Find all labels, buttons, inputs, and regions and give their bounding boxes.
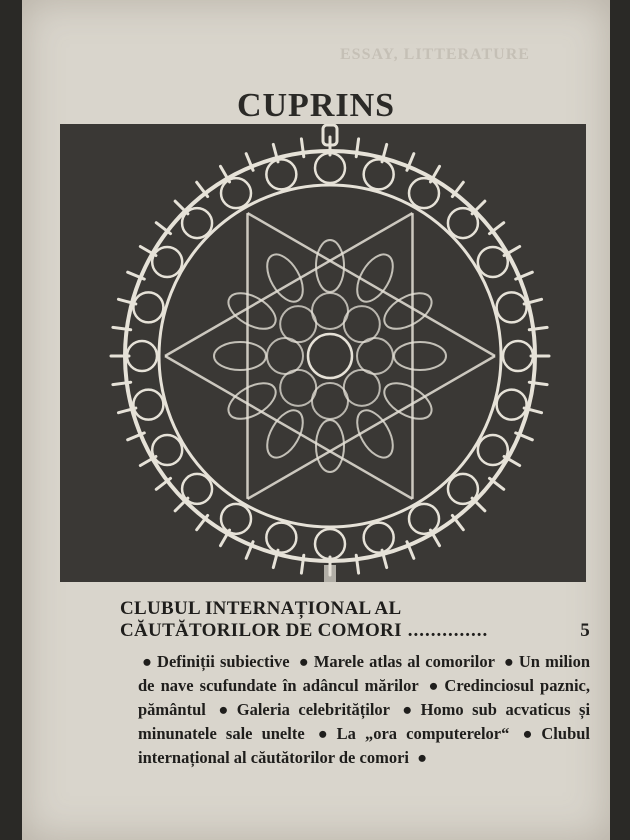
inner-ring <box>159 185 501 527</box>
bullet-icon: ● <box>317 724 333 743</box>
subtopic-item: Marele atlas al comorilor <box>313 652 495 671</box>
rim-loop <box>364 523 394 553</box>
rim-loop <box>448 474 478 504</box>
bullet-icon: ● <box>218 700 233 719</box>
rim-loop <box>409 504 439 534</box>
subtopics-list <box>120 650 590 770</box>
bullet-icon: ● <box>522 724 538 743</box>
rim-loop <box>315 529 345 559</box>
rim-loop <box>503 341 533 371</box>
bullet-icon: ● <box>503 652 515 671</box>
rim-loop <box>497 390 527 420</box>
rim-loop <box>409 178 439 208</box>
filigree-curl <box>280 306 316 342</box>
section-title-line1: CLUBUL INTERNAȚIONAL AL <box>120 598 402 619</box>
subtopic-item: Clubul internațional al căutătorilor de comori <box>138 724 591 767</box>
rim-loop <box>266 159 296 189</box>
bullet-icon: ● <box>402 700 417 719</box>
center-boss <box>308 334 352 378</box>
filigree-curl <box>280 370 316 406</box>
bullet-icon: ● <box>417 748 428 767</box>
filigree-medallion-photo <box>60 124 586 582</box>
filigree-curl <box>312 293 348 329</box>
filigree-scroll <box>214 342 266 370</box>
page-number: 5 <box>580 620 590 641</box>
rim-loop <box>364 159 394 189</box>
rim-loop <box>133 390 163 420</box>
bullet-icon: ● <box>428 676 441 695</box>
book-page <box>22 0 610 840</box>
leader-dots: .............. <box>407 620 489 641</box>
rim-loop <box>221 504 251 534</box>
rim-loop <box>182 474 212 504</box>
rim-loop <box>133 292 163 322</box>
subtopic-item: La „ora computerelor“ <box>336 724 510 743</box>
rim-loop <box>315 153 345 183</box>
section-title-line2-text: CĂUTĂTORILOR DE COMORI <box>120 620 402 641</box>
rim-loop <box>478 435 508 465</box>
filigree-scroll <box>260 249 310 308</box>
filigree-medallion-image <box>60 124 586 582</box>
filigree-curl <box>357 338 393 374</box>
subtopic-item: Homo sub acvaticus și minunatele sale unelte <box>138 700 591 743</box>
rim-loop <box>127 341 157 371</box>
filigree-scroll <box>260 404 310 463</box>
bleed-through-text-top: ESSAY, LITTERATURE <box>340 46 530 63</box>
bottom-tab <box>324 565 336 582</box>
rim-loop <box>221 178 251 208</box>
bullet-icon: ● <box>142 652 154 671</box>
filigree-scroll <box>394 342 446 370</box>
subtopic-item: Galeria celebrităților <box>236 700 390 719</box>
filigree-curl <box>312 383 348 419</box>
filigree-scroll <box>350 404 400 463</box>
rim-loop <box>182 208 212 238</box>
subtopic-item: Un milion de nave scufundate în adâncul mărilor <box>138 652 591 695</box>
filigree-curl <box>267 338 303 374</box>
filigree-curl <box>344 370 380 406</box>
rim-loop <box>266 523 296 553</box>
filigree-scroll <box>350 249 400 308</box>
rim-loop <box>152 247 182 277</box>
subtopic-item: Definiții subiective <box>157 652 290 671</box>
subtopic-item: Credinciosul paznic, pământul <box>138 676 591 719</box>
rim-loop <box>478 247 508 277</box>
toc-section <box>120 598 590 770</box>
rim-loop <box>448 208 478 238</box>
section-title-line2 <box>120 620 590 642</box>
rim-loop <box>152 435 182 465</box>
filigree-curl <box>344 306 380 342</box>
bullet-icon: ● <box>298 652 310 671</box>
page-title: CUPRINS <box>236 86 396 124</box>
rim-loop <box>497 292 527 322</box>
